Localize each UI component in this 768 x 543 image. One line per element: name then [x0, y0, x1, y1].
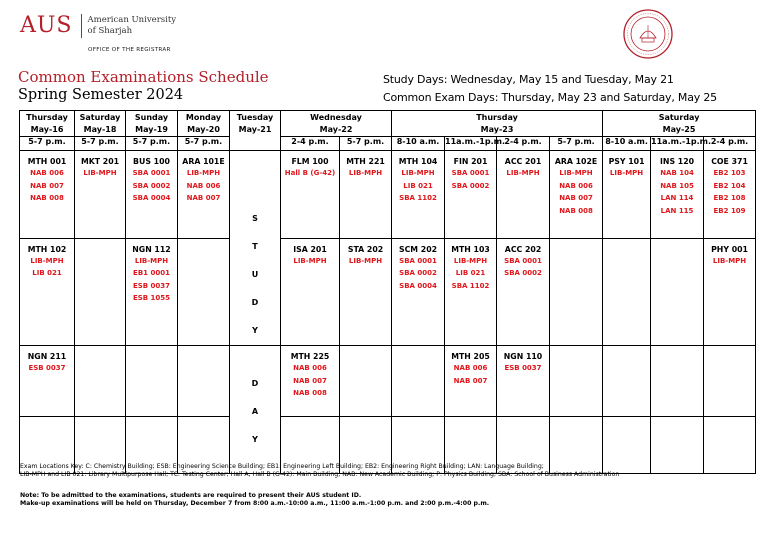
- exam-room: NAB 008: [293, 389, 327, 397]
- course-code: INS 120: [660, 157, 695, 166]
- day-header: [281, 111, 392, 137]
- course-code: NGN 112: [132, 244, 171, 254]
- time-slot: 8-10 a.m.: [603, 137, 651, 151]
- exam-room: NAB 006: [453, 364, 488, 372]
- day-header-row: [20, 111, 756, 137]
- exam-room: NAB 007: [559, 194, 593, 202]
- aus-logo: [20, 13, 176, 38]
- course-code: NGN 211: [27, 352, 67, 361]
- exam-cell: [651, 417, 704, 474]
- exam-cell: [704, 151, 756, 239]
- exam-room: SBA 0002: [132, 181, 171, 190]
- exam-cell: [75, 151, 126, 239]
- exam-cell: [75, 238, 126, 345]
- exam-cell: [603, 417, 651, 474]
- exam-cell: [126, 238, 178, 345]
- course-code: FIN 201: [453, 157, 488, 166]
- day-date: May-16: [30, 125, 64, 134]
- course-code: MTH 001: [27, 157, 67, 166]
- exam-cell: [178, 151, 230, 239]
- exam-room: LAN 115: [660, 206, 694, 215]
- exam-cell: [126, 151, 178, 239]
- day-name: Thursday: [26, 113, 68, 122]
- exam-cell: [550, 346, 603, 417]
- exam-room: NAB 104: [660, 169, 694, 177]
- day-header: [126, 111, 178, 137]
- exam-room: NAB 007: [293, 376, 327, 385]
- exam-cell: [445, 346, 497, 417]
- semester-title: Spring Semester 2024: [18, 87, 184, 103]
- day-date: May-19: [135, 125, 168, 134]
- time-slot-row: [20, 137, 756, 151]
- day-date: May-25: [662, 125, 696, 134]
- exam-room: SBA 0002: [451, 181, 490, 190]
- time-slot: 11a.m.-1p.m.: [651, 137, 704, 151]
- exam-cell: [281, 238, 340, 345]
- exam-room: LIB-MPH: [559, 169, 593, 177]
- day-header: [20, 111, 75, 137]
- exam-room: LIB-MPH: [609, 169, 644, 177]
- exam-room: LIB-MPH: [186, 169, 221, 177]
- exam-room: ESB 1055: [132, 294, 171, 303]
- study-day-letter: A: [251, 407, 259, 416]
- exam-room: SBA 0002: [399, 269, 437, 278]
- exam-room: LIB 021: [32, 269, 62, 278]
- day-name: Thursday: [476, 113, 518, 122]
- office-label: OFFICE OF THE REGISTRAR: [88, 47, 171, 53]
- exam-cell: [445, 151, 497, 239]
- course-code: MTH 103: [451, 244, 490, 254]
- course-code: ACC 202: [504, 244, 542, 254]
- exam-room: SBA 0004: [399, 281, 437, 290]
- exam-room: NAB 008: [30, 194, 64, 202]
- course-code: ACC 201: [504, 157, 542, 166]
- study-days-text: Study Days: Wednesday, May 15 and Tuesday, May 21: [383, 73, 674, 86]
- exam-room: LIB-MPH: [453, 256, 488, 265]
- exam-cell: [178, 238, 230, 345]
- time-slot: 2-4 p.m.: [281, 137, 340, 151]
- university-name: [88, 15, 177, 37]
- exam-row: [20, 346, 756, 417]
- exam-room: LIB-MPH: [83, 169, 117, 177]
- exam-cell: [497, 346, 550, 417]
- exam-room: EB2 103: [713, 169, 746, 177]
- exam-room: NAB 006: [293, 364, 327, 372]
- exam-room: SBA 0001: [504, 256, 542, 265]
- study-day-letter: Y: [252, 435, 258, 444]
- day-date: May-21: [238, 125, 272, 134]
- exam-room: SBA 1102: [451, 281, 490, 290]
- day-header: [230, 111, 281, 151]
- university-seal-icon: [622, 8, 674, 60]
- exam-cell: [392, 346, 445, 417]
- day-header: [392, 111, 603, 137]
- exam-room: NAB 008: [559, 206, 593, 215]
- exam-room: ESB 0037: [132, 281, 171, 290]
- locations-key-line1: Exam Locations Key: C: Chemistry Building; ESB: Engineering Science Building; EB1: Engineering Left Building; EB2: Engineering Right Building; LAN: Language Building;: [20, 463, 544, 470]
- exam-cell: [651, 238, 704, 345]
- exam-room: SBA 0001: [451, 169, 490, 177]
- exam-room: NAB 006: [559, 181, 593, 190]
- university-name-line1: American University: [87, 14, 177, 25]
- exam-room: Hall B (G-42): [284, 169, 336, 177]
- exam-room: LIB-MPH: [712, 256, 747, 265]
- exam-days-text: Common Exam Days: Thursday, May 23 and Saturday, May 25: [383, 91, 717, 104]
- time-slot: 2-4 p.m.: [497, 137, 550, 151]
- exam-cell: [281, 151, 340, 239]
- exam-room: ESB 0037: [28, 364, 66, 372]
- exam-cell: [497, 151, 550, 239]
- course-code: NGN 110: [503, 352, 543, 361]
- time-slot: 5-7 p.m.: [126, 137, 178, 151]
- day-date: May-22: [319, 125, 353, 134]
- exam-room: EB2 104: [713, 181, 746, 190]
- course-code: PSY 101: [608, 157, 645, 166]
- exam-cell: [20, 238, 75, 345]
- day-header: [603, 111, 756, 137]
- exam-room: LIB-MPH: [348, 169, 383, 177]
- exam-cell: [445, 238, 497, 345]
- day-date: May-23: [480, 125, 514, 134]
- exam-room: NAB 007: [186, 194, 221, 202]
- exam-cell: [392, 238, 445, 345]
- day-header: [75, 111, 126, 137]
- exam-cell: [340, 346, 392, 417]
- exam-room: EB2 109: [713, 206, 746, 215]
- exam-row: [20, 238, 756, 345]
- day-name: Sunday: [134, 113, 169, 122]
- day-date: May-20: [187, 125, 220, 134]
- course-code: ARA 102E: [554, 157, 598, 166]
- course-code: SCM 202: [398, 244, 438, 254]
- exam-room: SBA 0001: [399, 256, 437, 265]
- exam-room: NAB 006: [186, 181, 221, 190]
- time-slot: 5-7 p.m.: [550, 137, 603, 151]
- study-day-cell: [230, 346, 281, 474]
- day-name: Saturday: [658, 113, 700, 122]
- study-day-letter: D: [251, 298, 259, 307]
- exam-room: LIB 021: [455, 269, 486, 278]
- time-slot: 5-7 p.m.: [75, 137, 126, 151]
- exam-cell: [178, 346, 230, 417]
- time-slot: 5-7 p.m.: [178, 137, 230, 151]
- exam-cell: [392, 151, 445, 239]
- time-slot: 8-10 a.m.: [392, 137, 445, 151]
- day-name: Monday: [185, 113, 222, 122]
- exam-cell: [651, 346, 704, 417]
- exam-room: LAN 114: [660, 194, 694, 202]
- course-code: ISA 201: [293, 244, 327, 254]
- exam-cell: [550, 238, 603, 345]
- study-day-letter: S: [252, 214, 258, 223]
- exam-cell: [651, 151, 704, 239]
- exam-cell: [704, 346, 756, 417]
- exam-room: EB2 108: [713, 194, 746, 202]
- page-title: Common Examinations Schedule: [18, 68, 269, 86]
- exam-room: NAB 007: [453, 376, 488, 385]
- exam-room: SBA 0004: [132, 194, 171, 202]
- exam-cell: [704, 417, 756, 474]
- exam-room: NAB 006: [30, 169, 64, 177]
- day-header: [178, 111, 230, 137]
- exam-room: LIB-MPH: [401, 169, 435, 177]
- course-code: MKT 201: [80, 157, 120, 166]
- exam-room: LIB-MPH: [506, 169, 540, 177]
- exam-cell: [340, 238, 392, 345]
- day-date: May-18: [83, 125, 117, 134]
- exam-cell: [281, 346, 340, 417]
- exam-row: [20, 151, 756, 239]
- day-name: Saturday: [79, 113, 121, 122]
- exam-room: LIB-MPH: [30, 256, 64, 265]
- note-line2: Make-up examinations will be held on Thursday, December 7 from 8:00 a.m.-10:00 a.m., 11:00 a.m.-1:00 p.m. and 2:00 p.m.-4:00 p.m.: [20, 500, 490, 507]
- exam-cell: [603, 346, 651, 417]
- course-code: MTH 104: [398, 157, 438, 166]
- time-slot: 11a.m.-1p.m.: [445, 137, 497, 151]
- exam-cell: [704, 238, 756, 345]
- note-line1: Note: To be admitted to the examinations, students are required to present their AUS student ID.: [20, 492, 362, 499]
- course-code: PHY 001: [711, 244, 748, 254]
- locations-key-line2: LIB-MPH and LIB 021: Library Multipurpose Hall; TC: Testing Center; Hall A, Hall B (G-42): Main Building; NAB: New Academic Building; P: Physics Building; SBA: School of Business Administration: [20, 471, 620, 478]
- course-code: MTH 205: [451, 352, 490, 361]
- course-code: STA 202: [347, 244, 384, 254]
- course-code: MTH 225: [290, 352, 330, 361]
- time-slot: 2-4 p.m.: [704, 137, 756, 151]
- study-day-letter: Y: [252, 326, 258, 335]
- exam-cell: [497, 238, 550, 345]
- exam-cell: [603, 238, 651, 345]
- study-day-cell: [230, 151, 281, 346]
- study-day-letter: D: [251, 379, 259, 388]
- day-name: Tuesday: [236, 113, 274, 122]
- exam-room: SBA 0001: [132, 169, 171, 177]
- exam-cell: [550, 417, 603, 474]
- time-slot: 5-7 p.m.: [340, 137, 392, 151]
- exam-cell: [20, 151, 75, 239]
- logo-divider: [81, 14, 82, 38]
- exam-room: EB1 0001: [133, 269, 170, 278]
- time-slot: 5-7 p.m.: [20, 137, 75, 151]
- university-name-line2: of Sharjah: [87, 25, 133, 36]
- exam-room: SBA 0002: [504, 269, 542, 278]
- exam-room: NAB 007: [30, 181, 64, 190]
- course-code: COE 371: [711, 157, 748, 166]
- exam-room: LIB 021: [403, 181, 433, 190]
- day-name: Wednesday: [310, 113, 362, 122]
- exam-room: LIB-MPH: [348, 256, 383, 265]
- course-code: ARA 101E: [182, 157, 225, 166]
- exam-room: ESB 0037: [504, 364, 542, 372]
- exam-cell: [340, 151, 392, 239]
- exam-room: SBA 1102: [399, 194, 437, 202]
- study-day-letter: T: [252, 242, 258, 251]
- exam-cell: [550, 151, 603, 239]
- exam-room: NAB 105: [660, 181, 694, 190]
- exam-schedule-table: [19, 110, 756, 474]
- exam-cell: [75, 346, 126, 417]
- exam-room: LIB-MPH: [293, 256, 327, 265]
- course-code: MTH 102: [27, 244, 67, 254]
- exam-room: LIB-MPH: [134, 256, 169, 265]
- exam-cell: [126, 346, 178, 417]
- exam-cell: [603, 151, 651, 239]
- study-day-letter: U: [251, 270, 259, 279]
- course-code: BUS 100: [133, 157, 170, 166]
- course-code: MTH 221: [346, 157, 385, 166]
- course-code: FLM 100: [291, 157, 329, 166]
- exam-cell: [20, 346, 75, 417]
- logo-text: AUS: [20, 13, 73, 38]
